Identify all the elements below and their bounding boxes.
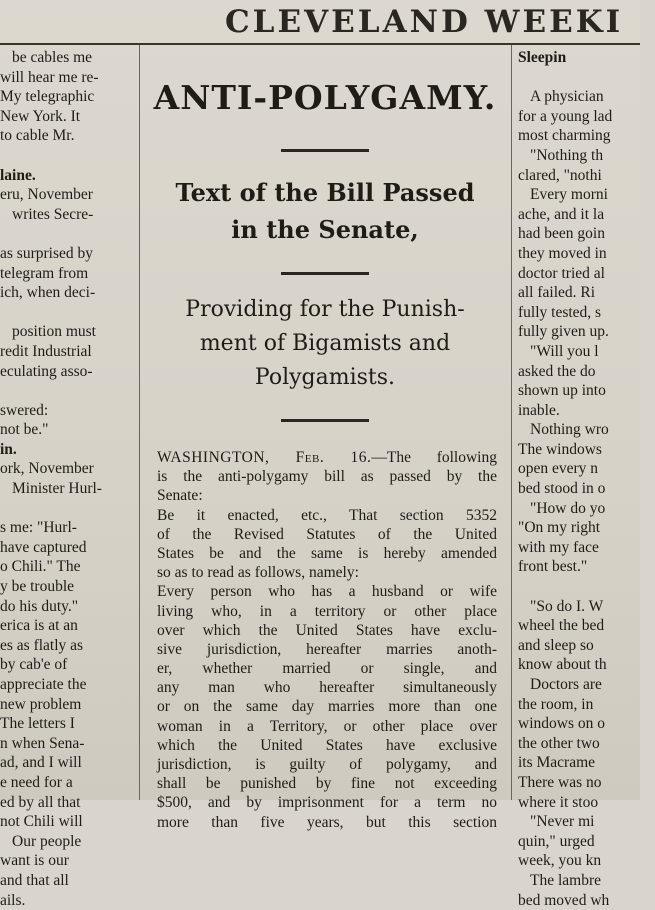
article-body-line: or on the same day marries more than one xyxy=(157,698,497,716)
right-column-line: open every n xyxy=(518,460,599,478)
article-body-line: over which the United States have exclu- xyxy=(157,621,497,639)
article-body-line: Senate: xyxy=(157,487,203,505)
left-column-line: appreciate the xyxy=(0,676,87,693)
subdeck-line: Providing for the Punish- xyxy=(185,297,465,322)
article-body-line: shall be punished by fine not exceeding xyxy=(157,775,497,793)
right-column-line: "On my right xyxy=(518,519,601,537)
article xyxy=(145,48,505,831)
masthead-title: CLEVELAND WEEKI xyxy=(225,4,624,40)
article-subdeck xyxy=(145,293,505,395)
right-column-line: with my face xyxy=(518,538,599,556)
right-column-line: fully tested, s xyxy=(518,303,602,321)
right-column-line: The windows xyxy=(518,440,602,458)
right-column-line: A physician xyxy=(530,88,604,106)
subdeck-line: ment of Bigamists and xyxy=(199,331,451,356)
left-column-line xyxy=(0,224,132,244)
left-column-line: n when Sena- xyxy=(0,734,85,752)
right-column-line xyxy=(518,577,640,597)
right-column-line: shown up into xyxy=(518,382,606,400)
left-column-line: position must xyxy=(12,323,96,341)
right-column-line: bed moved wh xyxy=(518,891,610,909)
left-column-line: by cab'e of xyxy=(0,656,68,674)
left-column-line: ails. xyxy=(0,891,26,909)
masthead-rule xyxy=(0,43,640,45)
right-column-line: inable. xyxy=(518,401,560,419)
right-column-line: "Nothing th xyxy=(530,146,604,164)
left-column-line: My telegraphic xyxy=(0,88,95,106)
left-column-line: ork, November xyxy=(0,460,94,478)
right-column-line: Every morni xyxy=(530,186,608,204)
right-column-line: clared, "nothi xyxy=(518,166,602,184)
article-body-line: States be and the same is hereby amended xyxy=(157,544,497,562)
article-body-line: jurisdiction, is guilty of polygamy, and xyxy=(157,756,497,773)
right-column-line: Nothing wro xyxy=(530,421,609,439)
right-column-line: all failed. Ri xyxy=(518,284,596,302)
right-column-line: where it stoo xyxy=(518,793,599,811)
right-column xyxy=(518,48,640,910)
left-column-line: eculating asso- xyxy=(0,362,93,380)
article-body xyxy=(145,448,505,832)
left-column-line: o Chili." The xyxy=(0,558,81,576)
right-column-line: they moved in xyxy=(518,244,607,262)
article-body-line: which the United States have exclusive xyxy=(157,736,497,754)
left-column-line: Minister Hurl- xyxy=(12,480,102,498)
left-column-line: to cable Mr. xyxy=(0,127,75,145)
right-column-line: doctor tried al xyxy=(518,264,605,282)
left-column-line: erica is at an xyxy=(0,617,78,635)
left-column-line: s me: "Hurl- xyxy=(0,519,77,537)
article-body-line: Every person who has a husband or wife xyxy=(157,583,497,601)
left-column-line: in. xyxy=(0,440,17,458)
left-column-line: be cables me xyxy=(12,49,93,66)
article-body-line: any man who hereafter simultaneously xyxy=(157,679,497,697)
left-column-line: laine. xyxy=(0,166,36,184)
deck-rule xyxy=(281,272,369,275)
left-column-line: ad, and I will xyxy=(0,754,82,772)
article-body-line: woman in a Territory, or other place over xyxy=(157,717,497,735)
left-column-line xyxy=(0,303,132,323)
right-column-line: know about th xyxy=(518,656,607,674)
deck-line: Text of the Bill Passed xyxy=(175,178,475,207)
left-column-line: want is our xyxy=(0,852,69,870)
article-body-line: living who, in a territory or other place xyxy=(157,602,497,620)
right-column-line: had been goin xyxy=(518,225,605,243)
right-column-line: its Macrame xyxy=(518,754,596,772)
right-column-line: most charming xyxy=(518,127,611,145)
right-column-line: and sleep so xyxy=(518,636,594,654)
left-column-line: eru, November xyxy=(0,186,93,204)
right-column-line: the room, in xyxy=(518,695,594,713)
article-body-line: WASHINGTON, Feb. 16.—The following xyxy=(157,449,497,466)
left-column-line: ich, when deci- xyxy=(0,284,96,302)
left-column-line: new problem xyxy=(0,695,82,713)
article-deck xyxy=(145,174,505,248)
right-column-line: "How do yo xyxy=(530,499,606,517)
left-column-line xyxy=(0,146,132,166)
left-column-line: not Chili will xyxy=(0,813,83,831)
right-column-line: Sleepin xyxy=(518,49,567,66)
right-column-line: ache, and it la xyxy=(518,205,605,223)
right-column-line: "So do I. W xyxy=(530,597,604,615)
right-column-line: fully given up. xyxy=(518,323,609,341)
left-column-line: redit Industrial xyxy=(0,342,92,360)
right-column-line: Doctors are xyxy=(530,676,602,693)
left-column-line: do his duty." xyxy=(0,597,79,615)
headline-rule xyxy=(281,149,369,152)
right-column-line: "Will you l xyxy=(530,342,599,360)
left-column-line: The letters I xyxy=(0,715,75,733)
right-column-line: the other two xyxy=(518,734,600,752)
article-body-line: Be it enacted, etc., That section 5352 xyxy=(157,506,497,524)
right-column-line: quin," urged xyxy=(518,832,595,850)
subdeck-line: Polygamists. xyxy=(254,365,396,390)
article-body-line: so as to read as follows, namely: xyxy=(157,564,359,582)
article-body-line: $500, and by imprisonment for a term no xyxy=(157,794,497,812)
left-column-line xyxy=(0,381,132,401)
left-column-line: swered: xyxy=(0,401,49,419)
left-column-line: telegram from xyxy=(0,264,89,282)
column-divider-right xyxy=(511,45,512,800)
left-column-line: writes Secre- xyxy=(12,205,94,223)
right-column-line: wheel the bed xyxy=(518,617,605,635)
left-column-line: es as flatly as xyxy=(0,636,84,654)
left-column-line: New York. It xyxy=(0,107,81,125)
article-headline: ANTI-POLYGAMY. xyxy=(153,78,497,117)
left-column-line: e need for a xyxy=(0,773,73,791)
right-column-line: windows on o xyxy=(518,715,605,733)
right-column-line: There was no xyxy=(518,773,602,791)
deck-line: in the Senate, xyxy=(231,215,419,244)
article-body-line: is the anti-polygamy bill as passed by the xyxy=(157,468,497,486)
left-column-line xyxy=(0,499,132,519)
left-column-line: and that all xyxy=(0,871,69,889)
left-column-line: have captured xyxy=(0,538,87,556)
right-column-line: asked the do xyxy=(518,362,596,380)
left-column-line: y be trouble xyxy=(0,578,75,596)
dateline: WASHINGTON, Feb. 16. xyxy=(157,449,372,466)
article-body-line: more than five years, but this section xyxy=(157,813,497,831)
article-body-line: er, whether married or single, and xyxy=(157,660,497,678)
column-divider-left xyxy=(139,45,140,800)
left-column-line: will hear me re- xyxy=(0,68,99,86)
left-column xyxy=(0,48,132,910)
right-column-line: week, you kn xyxy=(518,852,602,870)
subdeck-rule xyxy=(281,419,369,422)
right-column-line: front best." xyxy=(518,558,588,576)
left-column-line: ed by all that xyxy=(0,793,81,811)
right-column-line: for a young lad xyxy=(518,107,613,125)
left-column-line: as surprised by xyxy=(0,244,93,262)
article-body-line: of the Revised Statutes of the United xyxy=(157,525,497,543)
left-column-line: Our people xyxy=(12,832,82,850)
right-column-line: The lambre xyxy=(530,871,602,889)
article-body-line: sive jurisdiction, hereafter marries anoth- xyxy=(157,640,497,658)
right-column-line: "Never mi xyxy=(530,813,595,831)
right-column-line: bed stood in o xyxy=(518,480,606,498)
right-column-line xyxy=(518,68,640,88)
left-column-line: not be." xyxy=(0,421,49,439)
